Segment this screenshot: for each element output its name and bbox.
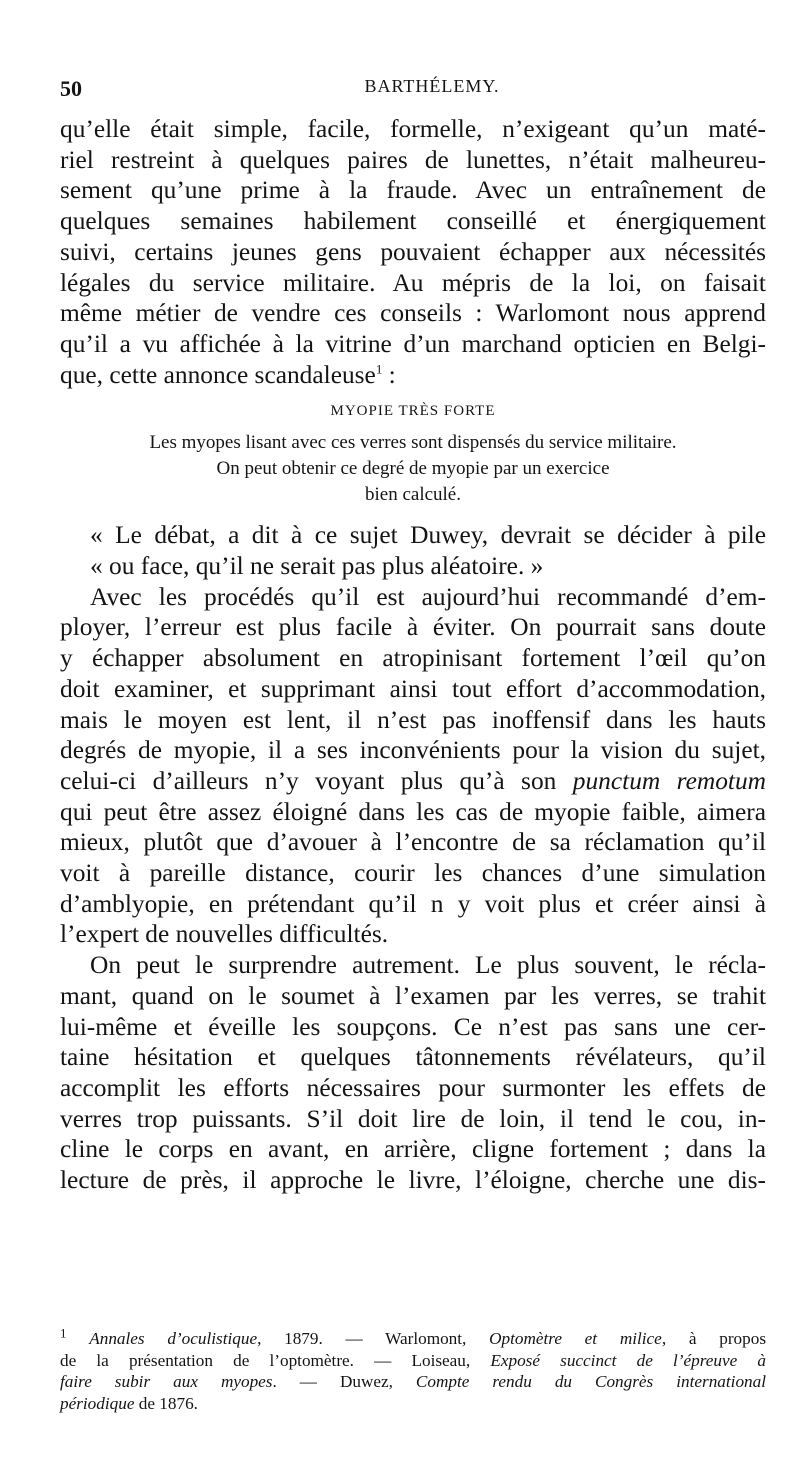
footnote-marker: 1 <box>60 1325 67 1341</box>
quotation <box>60 520 766 581</box>
paragraph-continued <box>60 114 766 390</box>
text-fragment: : <box>382 360 396 389</box>
citation-text: . — Duwez, <box>272 1372 416 1391</box>
text-line: degrés de myopie, il a ses inconvénients pour la vision du sujet, <box>60 736 766 765</box>
text-line: cline le corps en avant, en arrière, cligne fortement ; dans la <box>60 1135 766 1164</box>
footnotes <box>60 1325 767 1414</box>
text-line: accomplit les efforts nécessaires pour surmonter les effets de <box>60 1073 766 1102</box>
citation-title: Compte rendu du Congrès international <box>415 1372 766 1391</box>
running-title: BARTHÉLEMY. <box>364 76 500 96</box>
text-line: d’amblyopie, en prétendant qu’il n y voit plus et créer ainsi à <box>60 889 766 918</box>
text-line: l’expert de nouvelles difficultés. <box>60 920 389 949</box>
text-line: taine hésitation et quelques tâtonnements révélateurs, qu’il <box>60 1043 766 1072</box>
text-line: y échapper absolument en atropinisant fortement l’œil qu’on <box>60 644 766 673</box>
text-line: suivi, certains jeunes gens pouvaient échapper aux nécessités <box>60 237 766 266</box>
quote-line: « ou face, qu’il ne serait pas plus aléatoire. » <box>90 552 544 581</box>
citation-text: de 1876. <box>134 1393 198 1413</box>
text-fragment: que, cette annonce scandaleuse <box>60 360 376 389</box>
citation-title: Optomètre et milice <box>489 1329 662 1348</box>
text-line: qui peut être assez éloigné dans les cas de myopie faible, aimera <box>60 797 766 826</box>
text-line: On peut le surprendre autrement. Le plus souvent, le récla- <box>90 951 766 980</box>
text-line: doit examiner, et supprimant ainsi tout effort d’accommodation, <box>60 674 766 703</box>
text-line: ployer, l’erreur est plus facile à éviter. On pourrait sans doute <box>60 613 766 642</box>
text-line: verres trop puissants. S’il doit lire de loin, il tend le cou, in- <box>60 1104 766 1133</box>
text-line: mieux, plutôt que d’avouer à l’encontre de sa réclamation qu’il <box>60 828 766 857</box>
notice-line: Les myopes lisant avec ces verres sont dispensés du service militaire. <box>149 432 677 454</box>
citation-text: , à propos <box>661 1329 767 1348</box>
citation-title: Exposé succinct de l’épreuve à <box>490 1350 766 1370</box>
text-line <box>60 360 766 391</box>
footnote-line <box>60 1371 766 1393</box>
citation-title: Annales d’oculistique <box>89 1329 258 1348</box>
italic-term: punctum remotum <box>572 766 766 795</box>
text-line: même métier de vendre ces conseils : Warlomont nous apprend <box>60 299 766 328</box>
text-line: voit à pareille distance, courir les chances d’une simulation <box>60 859 766 888</box>
text-fragment: celui-ci d’ailleurs n’y voyant plus qu’à son <box>60 766 573 795</box>
text-line: qu’elle était simple, facile, formelle, n’exigeant qu’un maté- <box>60 115 766 143</box>
paragraph <box>60 582 766 950</box>
text-line <box>60 766 766 797</box>
footnote-line <box>60 1350 766 1372</box>
text-line: quelques semaines habilement conseillé et énergiquement <box>60 207 766 236</box>
notice-title: MYOPIE TRÈS FORTE <box>330 403 496 420</box>
text-line: qu’il a vu affichée à la vitrine d’un marchand opticien en Belgi- <box>60 329 766 358</box>
text-line: Avec les procédés qu’il est aujourd’hui recommandé d’em- <box>90 582 766 611</box>
citation-title: périodique <box>60 1393 135 1413</box>
notice-line: bien calculé. <box>364 484 461 506</box>
text-line: lui-même et éveille les soupçons. Ce n’est pas sans une cer- <box>60 1012 766 1041</box>
footnote-line <box>60 1393 766 1415</box>
text-line: sement qu’une prime à la fraude. Avec un entraînement de <box>60 176 766 205</box>
running-head <box>60 76 764 106</box>
body-text <box>60 114 766 1196</box>
footnote-line <box>60 1325 767 1350</box>
citation-title: faire subir aux myopes <box>60 1372 273 1391</box>
citation-text: de la présentation de l’optomètre. — Loiseau, <box>60 1350 491 1370</box>
notice-line: On peut obtenir ce degré de myopie par un exercice <box>216 458 610 480</box>
footnote-reference: 1 <box>375 361 383 377</box>
advertisement-notice <box>60 396 766 508</box>
text-line: mant, quand on le soumet à l’examen par les verres, se trahit <box>60 981 766 1010</box>
text-line: mais le moyen est lent, il n’est pas inoffensif dans les hauts <box>60 705 766 734</box>
text-line: légales du service militaire. Au mépris de la loi, on faisait <box>60 268 766 297</box>
text-line: riel restreint à quelques paires de lunettes, n’était malheureu- <box>60 145 766 174</box>
citation-text: , 1879. — Warlomont, <box>257 1329 490 1348</box>
quote-line: « Le débat, a dit à ce sujet Duwey, devrait se décider à pile <box>90 521 766 550</box>
page-number: 50 <box>60 76 82 101</box>
paragraph <box>60 950 766 1196</box>
text-line: lecture de près, il approche le livre, l’éloigne, cherche une dis- <box>60 1166 766 1195</box>
